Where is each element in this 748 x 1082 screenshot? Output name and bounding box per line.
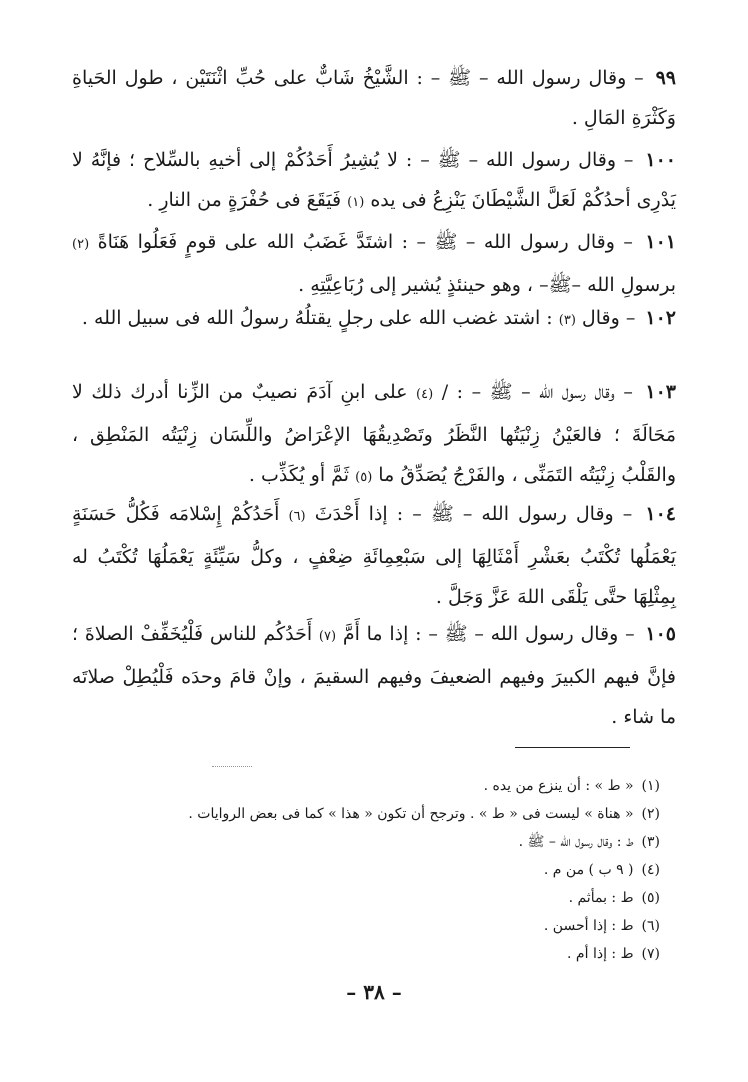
- footnote-number: (٢): [641, 806, 660, 822]
- hadith-number: ١٠١: [645, 231, 676, 253]
- hadith-text: – وقال: [575, 307, 642, 329]
- footnote: [200, 856, 660, 884]
- footnote-ref: (٤): [416, 387, 434, 402]
- hadith-105: [72, 614, 676, 737]
- footnote: [200, 940, 660, 968]
- footnote-number: (٣): [641, 834, 660, 850]
- hadith-text: أَحَدُكُمْ إِسْلامَه فَكُلُّ حَسَنَةٍ يَعْمَلُها تُكْتَبُ بعَشْرِ أَمْثَالِهَا إلى سَبْعِمِائَةِ ضِعْفٍ ، وكلُّ سَيِّئَةٍ يَعْمَلُهَا تُكْتَبُ له بِمِثْلِهَا حتَّى يَلْقَى اللهَ عَزَّ وَجَلَّ .: [72, 503, 676, 608]
- footnote: [200, 884, 660, 912]
- hadith-text: على ابنِ آدَمَ نصيبٌ من الزِّنا أدرك ذلك لا مَحَالَةَ ؛ فالعَيْنُ زِنْيَتُها النَّظَرُ وتَصْدِيقُهَا الإعْرَاضُ واللِّسَان زِنْيَتُه المَنْطِق ، والقَلْبُ زِنْيَتُه التَمَنِّى ، والفَرْجُ يُصَدِّقُ ما: [72, 381, 676, 486]
- footnote-ref: (٦): [288, 509, 306, 524]
- hadith-99: [72, 58, 676, 138]
- hadith-text: برسولِ الله –ﷺ– ، وهو حينئذٍ يُشير إلى رُبَاعِيَّتِهِ .: [298, 274, 676, 296]
- footnote-ref: (٢): [72, 237, 90, 252]
- footnote: [200, 828, 660, 856]
- hadith-text: – وقال رسول الله – ﷺ – : الشَّيْخُ شَابٌّ على حُبِّ اثْنَتَيْن ، طول الحَياةِ وَكَثْرَةِ المَالِ .: [72, 67, 676, 129]
- hadith-number: ١٠٢: [645, 307, 676, 329]
- footnote: [188, 800, 660, 828]
- footnote-text: ط : إذا أحسن .: [543, 918, 634, 934]
- hadith-number: ١٠٥: [645, 623, 676, 645]
- page-number: – ٣٨ –: [346, 980, 402, 1004]
- footnote: [200, 772, 660, 800]
- footnote-number: (١): [641, 778, 660, 794]
- hadith-text: – وقال رسول الله – ﷺ – : إذا أَحْدَثَ: [305, 503, 642, 525]
- footnote-text: ط : وقال رسول الله – ﷺ .: [518, 834, 634, 850]
- hadith-number: ١٠٤: [645, 503, 676, 525]
- footnote-ref: (٧): [318, 629, 337, 644]
- footnote-text: ( ٩ ب ) من م .: [543, 862, 634, 878]
- hadith-number: ١٠٣: [645, 381, 677, 403]
- footnote-ref: (٥): [355, 470, 373, 485]
- hadith-text: ثَمَّ أو يُكَذِّب .: [248, 464, 356, 486]
- hadith-text: – وقال رسول الله – ﷺ – : لا يُشِيرُ أَحَدُكُمْ إلى أخيهِ بالسِّلاح ؛ فإنَّهُ لا يَدْرِى أحدُكُمْ لَعَلَّ الشَّيْطَانَ يَنْزِعُ فى يده: [72, 149, 676, 211]
- hadith-100: [72, 140, 676, 223]
- footnote-number: (٤): [641, 862, 660, 878]
- footnote: [200, 912, 660, 940]
- hadith-101: [72, 222, 676, 305]
- hadith-103: [72, 372, 676, 498]
- footnote-ref: (١): [347, 195, 365, 210]
- hadith-number: ٩٩: [655, 67, 676, 89]
- hadith-104: [72, 494, 676, 617]
- scan-speck: [212, 766, 252, 768]
- footnote-text: « هناة » ليست فى « ط » . وترجح أن تكون « هذا » كما فى بعض الروايات .: [188, 806, 634, 822]
- hadith-text: أَحَدُكُم للناس فَلْيُخَفِّفْ الصلاةَ ؛ فإنَّ فيهم الكبيرَ وفيهم الضعيفَ وفيهم السقيمَ ، وإنْ قامَ وحدَه فَلْيُطِلْ صلاتَه ما شاء .: [72, 623, 676, 728]
- footnotes: [188, 772, 660, 968]
- hadith-text: : اشتد غضب الله على رجلٍ يقتلُهُ رسولُ الله فى سبيل الله .: [81, 307, 559, 329]
- footnote-number: (٦): [641, 918, 660, 934]
- footnote-ref: (٣): [558, 313, 576, 328]
- hadith-number: ١٠٠: [645, 149, 676, 171]
- footnote-number: (٧): [641, 946, 660, 962]
- footnote-number: (٥): [641, 890, 660, 906]
- hadith-text: – وقال رسول الله – ﷺ – : إذا ما أَمَّ: [336, 623, 642, 645]
- footnote-text: ط : بمأثم .: [568, 890, 634, 906]
- footnote-text: ط : إذا أم .: [567, 946, 634, 962]
- hadith-text: فَيَقَعَ فى حُفْرَةٍ من النارِ .: [147, 189, 348, 211]
- hadith-text: – وقال رسول الله – ﷺ – : اشتَدَّ غَضَبُ الله على قومٍ فَعَلُوا هَنَاةً: [89, 231, 642, 253]
- footnote-text: « ط » : أن ينزع من يده .: [483, 778, 634, 794]
- hadith-text: – وقال رسول الله – ﷺ – : /: [433, 381, 642, 403]
- footnote-separator: [515, 747, 630, 748]
- hadith-102: [72, 298, 676, 341]
